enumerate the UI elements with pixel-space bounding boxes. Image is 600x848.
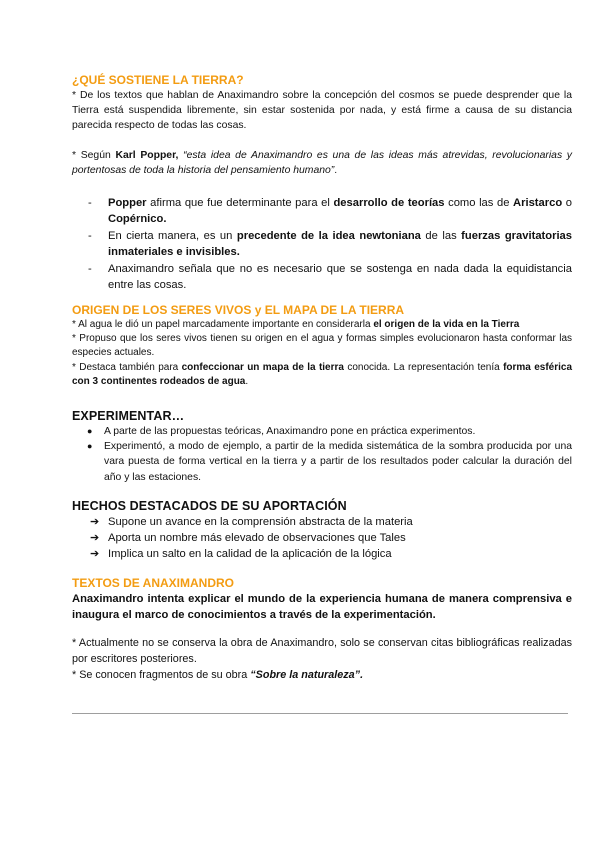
section-que-sostiene [72,73,572,294]
horizontal-divider [72,713,568,714]
list-item [72,195,572,227]
bullet-marker: ● [87,426,93,436]
paragraph: * Propuso que los seres vivos tienen su origen en el agua y formas simples evolucionaron hasta conformar las especies actuales. [72,333,572,359]
section-title: ORIGEN DE LOS SERES VIVOS y EL MAPA DE LA TIERRA [72,303,405,317]
text-run: . [334,164,338,176]
text-run: Copérnico. [108,213,167,226]
dash-list [72,195,572,293]
text-run: Aporta un nombre más elevado de observaciones que Tales [108,532,406,544]
text-run: conocida. La representación tenía [343,361,504,373]
text-run: En cierta manera, es un [108,229,237,242]
section-title: HECHOS DESTACADOS DE SU APORTACIÓN [72,499,347,513]
text-run: * Se conocen fragmentos de su obra [72,669,251,682]
bullet-list [72,424,572,485]
text-run: A parte de las propuestas teóricas, Anaximandro pone en práctica experimentos. [104,426,476,437]
text-run: * Al agua le dió un papel marcadamente importante en considerarla [72,319,374,330]
text-run: desarrollo de teorías [333,197,445,210]
list-item [72,514,572,530]
text-run: forma esférica con 3 continentes rodeados de agua [72,361,573,387]
text-run: de las [420,229,462,242]
section-hechos-destacados [72,498,572,562]
section-title: ¿QUÉ SOSTIENE LA TIERRA? [72,73,244,87]
text-run: Implica un salto en la calidad de la aplicación de la lógica [108,548,392,560]
text-run: Experimentó, a modo de ejemplo, a partir de la medida sistemática de la sombra producida por una vara puesta de forma vertical en la tierra y a partir de los resultados poder calcular la duración del año y las estaciones. [104,441,572,483]
text-run: * Destaca también para [72,361,182,373]
paragraph [72,667,572,683]
dash-marker: - [88,229,92,242]
list-item [72,261,572,293]
dash-marker: - [88,262,92,275]
text-run: el origen de la vida en la Tierra [373,319,520,330]
text-run: Popper [108,197,147,210]
lead-paragraph: Anaximandro intenta explicar el mundo de la experiencia humana de manera comprensiva e inaugura el marco de conocimientos a través de la experimentación. [72,593,572,622]
paragraph: * De los textos que hablan de Anaximandro sobre la concepción del cosmos se puede desprender que la Tierra está suspendida libremente, sin estar sostenida por nada, y está firme a causa de su distancia parecida respecto de todas las cosas. [72,90,572,132]
arrow-icon: ➔ [90,548,100,560]
section-textos [72,576,572,683]
list-item [72,424,572,439]
author-name: Karl Popper, [115,149,179,161]
work-title: “Sobre la naturaleza”. [250,669,364,682]
text-run: Supone un avance en la comprensión abstracta de la materia [108,516,413,528]
paragraph [72,318,572,332]
list-item [72,228,572,260]
text-run: precedente de la idea newtoniana [236,229,421,242]
text-run: afirma que fue determinante para el [146,197,334,210]
text-run: . [245,375,249,387]
text-run: Aristarco [513,197,563,210]
dash-marker: - [88,197,92,210]
text-run: Anaximandro señala que no es necesario que se sostenga en nada dada la equidistancia entre las cosas. [108,262,572,292]
bullet-marker: ● [87,441,93,452]
text-run: * Según [72,149,116,161]
arrow-icon: ➔ [90,532,100,544]
section-title: TEXTOS DE ANAXIMANDRO [72,576,235,590]
section-title: EXPERIMENTAR… [72,409,185,423]
list-item [72,439,572,485]
arrow-list [72,514,572,562]
quote-text: “esta idea de Anaximandro es una de las ideas más atrevidas, revolucionarias y portentosas de toda la historia del pensamiento humano” [72,149,572,176]
popper-quote-paragraph [72,148,572,178]
text-run: confeccionar un mapa de la tierra [181,361,344,373]
paragraph [72,361,572,389]
section-origen [72,303,572,389]
text-run: como las de [444,197,514,210]
arrow-icon: ➔ [90,516,100,528]
list-item [72,530,572,546]
paragraph: * Actualmente no se conserva la obra de Anaximandro, solo se conservan citas bibliográficas realizadas por escritores posteriores. [72,637,572,666]
text-run: o [562,197,572,210]
section-experimentar [72,408,572,485]
list-item [72,546,572,562]
text-run: fuerzas gravitatorias inmateriales e invisibles. [108,229,573,259]
